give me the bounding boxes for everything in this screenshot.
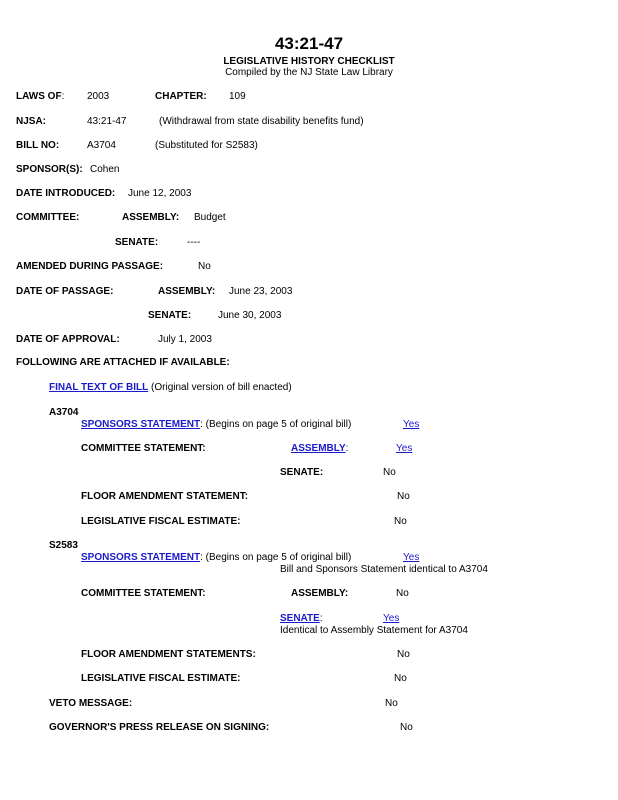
laws-of-field: [16, 91, 64, 103]
a3704-sponsors-note: : (Begins on page 5 of original bill): [200, 419, 352, 430]
committee-label: COMMITTEE:: [16, 212, 80, 223]
passage-senate-value: June 30, 2003: [218, 310, 282, 321]
committee-assembly-value: Budget: [194, 212, 226, 223]
press-release-value: No: [400, 722, 413, 733]
a3704-sponsors-statement-link[interactable]: SPONSORS STATEMENT: [81, 419, 201, 430]
njsa-value: 43:21-47: [87, 116, 127, 127]
chapter-value: 109: [229, 91, 246, 102]
a3704-heading: A3704: [49, 407, 79, 418]
s2583-fiscal-value: No: [394, 673, 407, 684]
a3704-assembly-yes-link[interactable]: Yes: [396, 443, 413, 454]
a3704-sponsors-row: [81, 419, 351, 431]
committee-senate-label: SENATE:: [115, 237, 159, 248]
document-number: 43:21-47: [274, 34, 344, 53]
a3704-floor-value: No: [397, 491, 410, 502]
chapter-label: CHAPTER:: [155, 91, 207, 102]
s2583-senate-row: [280, 613, 323, 625]
laws-of-colon: :: [61, 91, 65, 102]
committee-assembly-label: ASSEMBLY:: [122, 212, 180, 223]
passage-label: DATE OF PASSAGE:: [16, 286, 114, 297]
sponsors-label: SPONSOR(S):: [16, 164, 83, 175]
press-release-label: GOVERNOR'S PRESS RELEASE ON SIGNING:: [49, 722, 270, 733]
date-introduced-label: DATE INTRODUCED:: [16, 188, 116, 199]
s2583-sponsors-row: [81, 552, 351, 564]
final-text-row: [49, 382, 292, 394]
final-text-link[interactable]: FINAL TEXT OF BILL: [49, 382, 149, 393]
document-subtitle: Compiled by the NJ State Law Library: [225, 67, 393, 78]
laws-of-value: 2003: [87, 91, 110, 102]
s2583-fiscal-label: LEGISLATIVE FISCAL ESTIMATE:: [81, 673, 241, 684]
s2583-senate-link[interactable]: SENATE: [280, 613, 320, 624]
s2583-senate-colon: :: [319, 613, 323, 624]
a3704-assembly-link[interactable]: ASSEMBLY: [291, 443, 346, 454]
s2583-heading: S2583: [49, 540, 78, 551]
a3704-floor-label: FLOOR AMENDMENT STATEMENT:: [81, 491, 249, 502]
veto-label: VETO MESSAGE:: [49, 698, 133, 709]
sponsors-value: Cohen: [90, 164, 120, 175]
laws-of-label: LAWS OF: [16, 91, 62, 102]
s2583-floor-value: No: [397, 649, 410, 660]
approval-value: July 1, 2003: [158, 334, 212, 345]
a3704-committee-label: COMMITTEE STATEMENT:: [81, 443, 206, 454]
s2583-sponsors-identical-note: Bill and Sponsors Statement identical to A3704: [280, 564, 488, 575]
a3704-senate-label: SENATE:: [280, 467, 324, 478]
a3704-fiscal-label: LEGISLATIVE FISCAL ESTIMATE:: [81, 516, 241, 527]
s2583-floor-label: FLOOR AMENDMENT STATEMENTS:: [81, 649, 256, 660]
s2583-sponsors-yes-link[interactable]: Yes: [403, 552, 420, 563]
s2583-sponsors-statement-link[interactable]: SPONSORS STATEMENT: [81, 552, 201, 563]
attached-heading: FOLLOWING ARE ATTACHED IF AVAILABLE:: [16, 357, 230, 368]
njsa-label: NJSA:: [16, 116, 47, 127]
passage-assembly-value: June 23, 2003: [229, 286, 293, 297]
final-text-note: (Original version of bill enacted): [151, 382, 292, 393]
a3704-senate-value: No: [383, 467, 396, 478]
passage-assembly-label: ASSEMBLY:: [158, 286, 216, 297]
passage-senate-label: SENATE:: [148, 310, 192, 321]
committee-senate-value: ----: [187, 237, 201, 248]
s2583-senate-identical-note: Identical to Assembly Statement for A3704: [280, 625, 468, 636]
amended-label: AMENDED DURING PASSAGE:: [16, 261, 164, 272]
a3704-fiscal-value: No: [394, 516, 407, 527]
s2583-committee-label: COMMITTEE STATEMENT:: [81, 588, 206, 599]
approval-label: DATE OF APPROVAL:: [16, 334, 120, 345]
amended-value: No: [198, 261, 211, 272]
date-introduced-value: June 12, 2003: [128, 188, 192, 199]
s2583-sponsors-note: : (Begins on page 5 of original bill): [200, 552, 352, 563]
a3704-assembly-colon: :: [345, 443, 349, 454]
a3704-sponsors-yes-link[interactable]: Yes: [403, 419, 420, 430]
bill-no-value: A3704: [87, 140, 116, 151]
s2583-senate-yes-link[interactable]: Yes: [383, 613, 400, 624]
document-title: LEGISLATIVE HISTORY CHECKLIST: [223, 56, 395, 67]
bill-no-label: BILL NO:: [16, 140, 60, 151]
njsa-description: (Withdrawal from state disability benefits fund): [159, 116, 364, 127]
s2583-assembly-value: No: [396, 588, 409, 599]
bill-no-note: (Substituted for S2583): [155, 140, 258, 151]
veto-value: No: [385, 698, 398, 709]
s2583-assembly-label: ASSEMBLY:: [291, 588, 349, 599]
a3704-assembly-row: [291, 443, 348, 455]
